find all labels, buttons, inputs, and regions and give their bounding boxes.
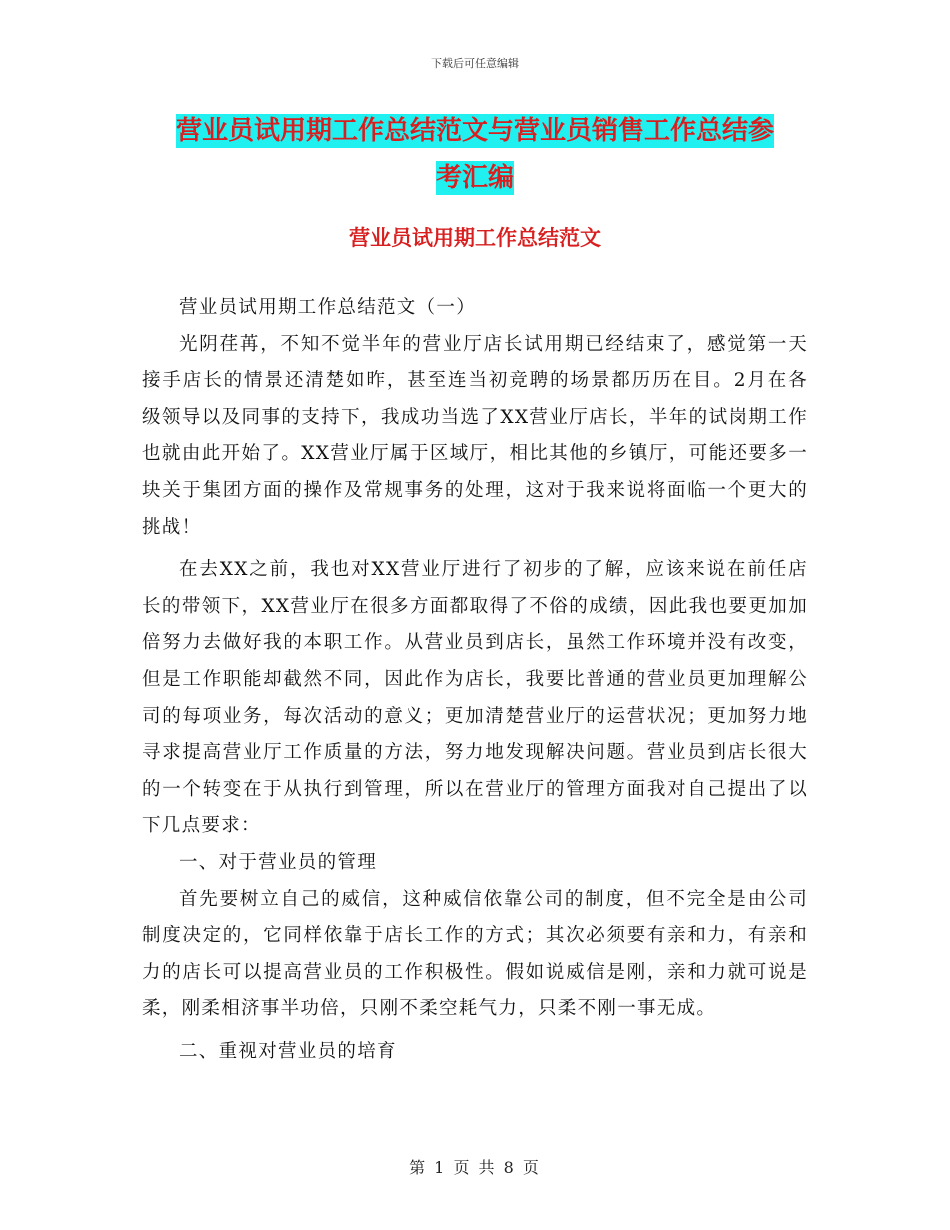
- paragraph-heading: 二、重视对营业员的培育: [179, 1040, 397, 1062]
- document-title-line-1: 营业员试用期工作总结范文与营业员销售工作总结参: [175, 116, 774, 146]
- paragraph: 在去XX之前，我也对XX营业厅进行了初步的了解，应该来说在前任店长的带领下，XX营业厅在很多方面都取得了不俗的成绩，因此我也要更加加倍努力去做好我的本职工作。从营业员到店长，虽然工作环境并没有改变，但是工作职能却截然不同，因此作为店长，我要比普通的营业员更加理解公司的每项业务，每次活动的意义；更加清楚营业厅的运营状况；更加努力地寻求提高营业厅工作质量的方法，努力地发现解决问题。营业员到店长很大的一个转变在于从执行到管理，所以在营业厅的管理方面我对自己提出了以下几点要求：: [142, 559, 808, 837]
- page-number: 第 1 页 共 8 页: [409, 1158, 541, 1177]
- paragraph-subtitle: 营业员试用期工作总结范文（一）: [179, 297, 477, 318]
- paragraph: 光阴荏苒，不知不觉半年的营业厅店长试用期已经结束了，感觉第一天接手店长的情景还清楚如昨，甚至连当初竞聘的场景都历历在目。2月在各级领导以及同事的支持下，我成功当选了XX营业厅店长，半年的试岗期工作也就由此开始了。XX营业厅属于区域厅，相比其他的乡镇厅，可能还要多一块关于集团方面的操作及常规事务的处理，这对于我来说将面临一个更大的挑战！: [142, 333, 808, 538]
- header-note: 下载后可任意编辑: [431, 57, 519, 70]
- section-title: 营业员试用期工作总结范文: [349, 226, 601, 250]
- paragraph: 首先要树立自己的威信，这种威信依靠公司的制度，但不完全是由公司制度决定的，它同样依靠于店长工作的方式；其次必须要有亲和力，有亲和力的店长可以提高营业员的工作积极性。假如说威信是刚，亲和力就可说是柔，刚柔相济事半功倍，只刚不柔空耗气力，只柔不刚一事无成。: [142, 888, 808, 1020]
- document-title: [120, 108, 830, 202]
- document-body: [142, 290, 808, 1070]
- paragraph-heading: 一、对于营业员的管理: [179, 851, 378, 873]
- document-title-line-2: 考汇编: [435, 163, 514, 193]
